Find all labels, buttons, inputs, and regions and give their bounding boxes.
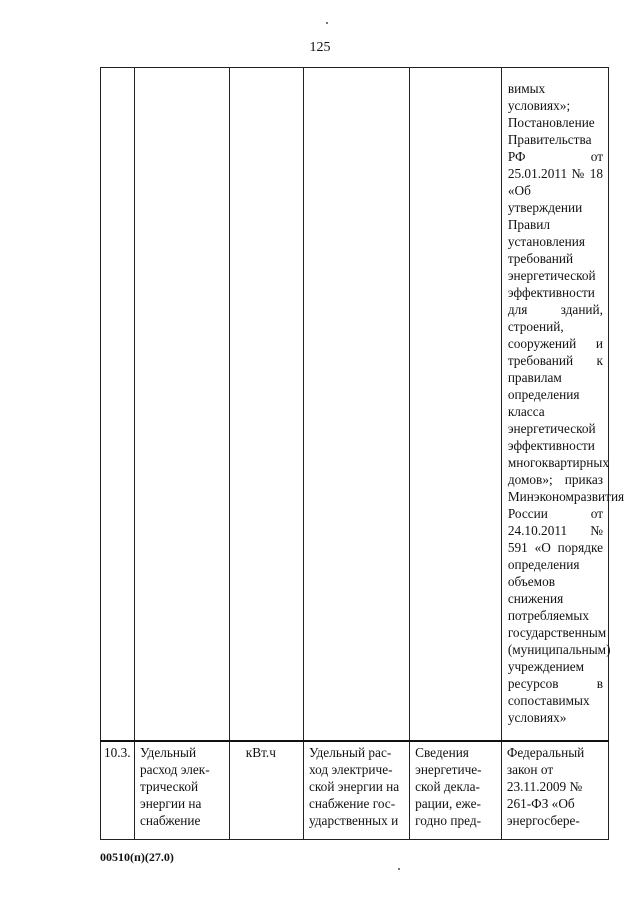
table-row-10-3 [101,741,609,840]
cell-row-number [101,741,135,840]
cell-empty-number [101,68,135,742]
page-number: 125 [309,40,331,55]
cell-unit [229,741,303,840]
source-text: Сведения энергетиче- ской декла- рации, еже- годно пред- [415,745,482,828]
indicators-table [100,67,625,840]
table-row-continuation [101,68,609,742]
cell-source [410,741,502,840]
cell-empty-source [410,68,502,742]
definition-text: Удельный рас- ход электриче- ской энергии на снабжение гос- ударственных и [308,745,400,828]
legal-basis-text: Федеральный закон от 23.11.2009 № 261-ФЗ «Об энергосбере- [506,745,585,828]
cell-legal-basis [501,741,608,840]
indicator-text: Удельный расход элек- трической энергии на снабжение [140,745,210,828]
cell-legal-basis-continuation [501,68,625,742]
cell-empty-indicator [135,68,230,742]
scan-speck [326,22,328,24]
cell-empty-unit [229,68,303,742]
legal-basis-continuation-text: вимых условиях»; Постановление Правительства РФ от 25.01.2011 № 18 «Об утверждении Правил установления требований энергетической эффективности для зданий, строений, сооружений и требований к правилам определения класса энергетической эффективности многоквартирных домов»; приказ Минэкономразвития России от 24.10.2011 № 591 «О порядке определения объемов снижения потребляемых государственным (муниципальным) учреждением ресурсов в сопоставимых условиях» [507,81,625,725]
cell-indicator [135,741,230,840]
cell-definition [303,741,409,840]
document-code: 00510(п)(27.0) [100,850,174,864]
unit-text: кВт.ч [245,745,276,760]
cell-empty-definition [303,68,409,742]
row-number-text: 10.3. [104,745,131,760]
scan-speck [398,868,400,870]
